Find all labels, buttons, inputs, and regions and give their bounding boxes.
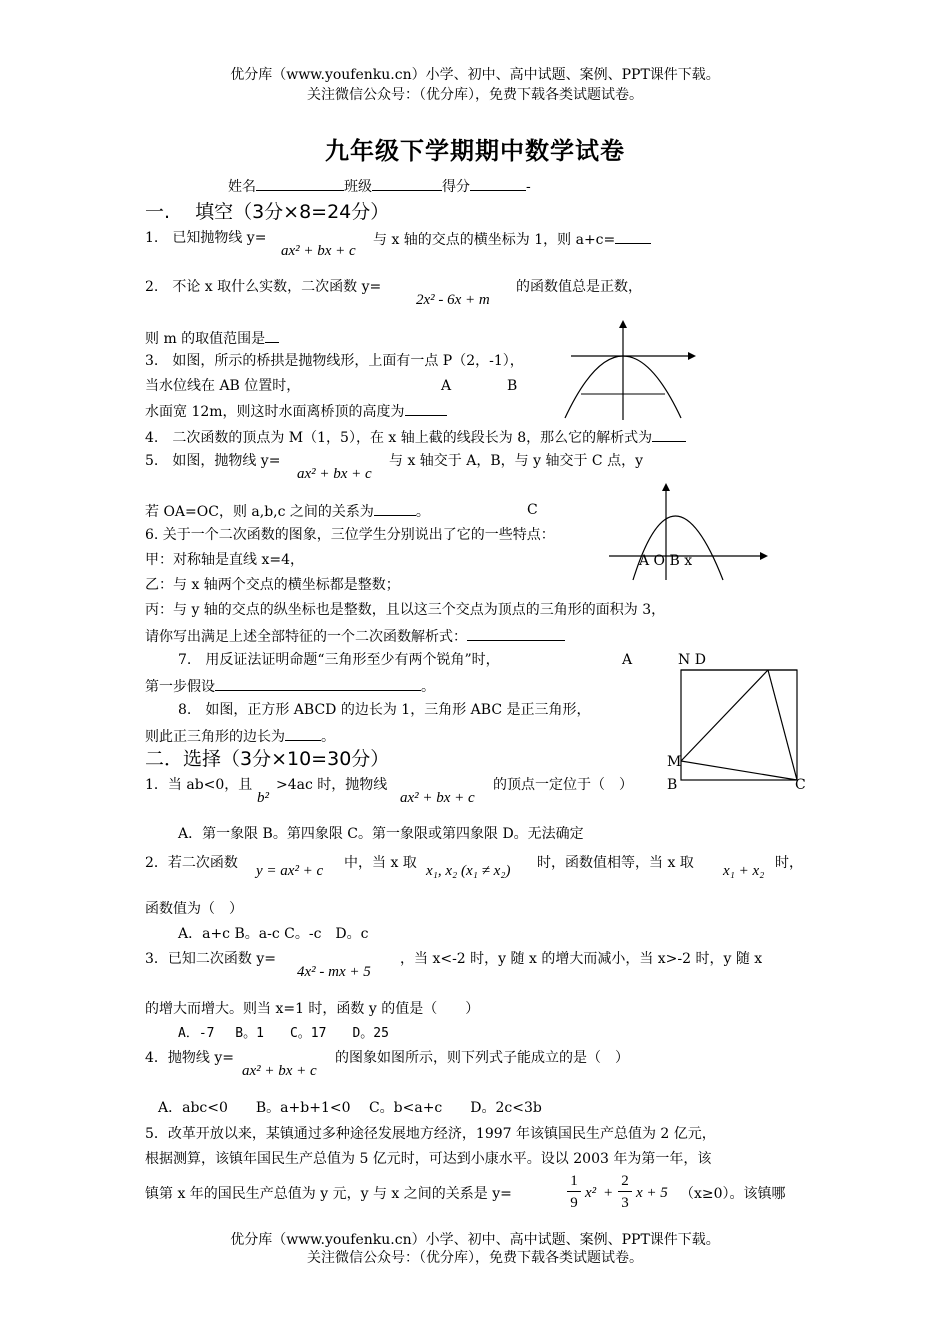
s1-q2: 2. 不论 x 取什么实数，二次函数 y= [145, 279, 382, 295]
s2-q3-options: A．-7 B。1 C。17 D。25 [178, 1026, 389, 1041]
name-label: 姓名 [228, 179, 256, 195]
s1-q6-line3: 乙：与 x 轴两个交点的横坐标都是整数； [145, 577, 400, 593]
s1-q5: 5. 如图，抛物线 y= [145, 453, 281, 469]
s1-q4-blank[interactable] [652, 427, 686, 442]
s1-q5-label-c: C [527, 502, 538, 518]
s1-q1-formula: ax² + bx + c [281, 243, 356, 259]
s1-q2-blank[interactable] [265, 328, 279, 343]
s1-q7-label-nd: N D [678, 652, 706, 668]
s2-q5-frac1-den: 9 [570, 1195, 578, 1211]
s1-q6-line1: 6. 关于一个二次函数的图象，三位学生分别说出了它的一些特点： [145, 527, 555, 543]
s2-q2-sum: x₁ + x₂ [723, 863, 765, 879]
s2-q3-line2: 的增大而增大。则当 x=1 时，函数 y 的值是（ ） [145, 1001, 480, 1017]
s1-q6-line5: 请你写出满足上述全部特征的一个二次函数解析式： [145, 626, 565, 646]
s2-q4-tail: 的图象如图所示，则下列式子能成立的是（ ） [335, 1050, 629, 1066]
s1-q5-blank[interactable] [374, 501, 416, 516]
s2-q1-tail: 的顶点一定位于（ ） [493, 777, 633, 793]
class-label: 班级 [344, 179, 372, 195]
s1-q5-line2: 若 OA=OC，则 a,b,c 之间的关系为 。 [145, 501, 430, 521]
s2-q5-frac2-den: 3 [621, 1195, 629, 1211]
s2-q3-formula: 4x² - mx + 5 [297, 964, 371, 980]
s1-q6-line2: 甲：对称轴是直线 x=4， [145, 552, 304, 568]
s2-q2-formula: y = ax² + c [256, 863, 324, 879]
s2-q5-frac1-bar [567, 1191, 581, 1192]
s1-q1-blank[interactable] [615, 229, 651, 244]
section1-heading: 一. 填空（3分×8=24分） [145, 201, 390, 223]
score-label: 得分 [442, 179, 470, 195]
s2-q2-mid: 中，当 x 取 [344, 855, 417, 871]
bridge-arch-figure [555, 318, 700, 423]
s2-q2: 2．若二次函数 [145, 855, 238, 871]
s1-q3-line3: 水面宽 12m，则这时水面离桥顶的高度为 [145, 401, 447, 421]
s1-q8-line1: 8. 如图，正方形 ABCD 的边长为 1，三角形 ABC 是正三角形， [178, 702, 591, 718]
s2-q5-rest: x + 5 [636, 1185, 668, 1201]
student-info: 姓名 班级 得分 - [228, 176, 531, 196]
s2-q2-tail: 时， [775, 855, 803, 871]
section2-heading: 二．选择（3分×10=30分） [145, 748, 390, 770]
s2-q4-options: A．abc<0 B。a+b+1<0 C。b<a+c D。2c<3b [158, 1100, 542, 1116]
s1-q8-label-m: M [667, 754, 682, 770]
s1-q2-formula: 2x² - 6x + m [416, 292, 490, 308]
s1-q8-line2: 则此正三角形的边长为 。 [145, 726, 335, 746]
s1-q3-line2: 当水位线在 AB 位置时， [145, 378, 301, 394]
s2-q5-line3: 镇第 x 年的国民生产总值为 y 元，y 与 x 之间的关系是 y= [145, 1186, 512, 1202]
s2-q5-line2: 根据测算，该镇年国民生产总值为 5 亿元时，可达到小康水平。设以 2003 年为第一年，该 [145, 1151, 712, 1167]
s2-q5-frac2-bar [618, 1191, 632, 1192]
s1-q4: 4. 二次函数的顶点为 M（1，5），在 x 轴上截的线段长为 8，那么它的解析式为 [145, 427, 686, 447]
s2-q1-options: A．第一象限 B。第四象限 C。第一象限或第四象限 D。无法确定 [178, 826, 584, 842]
s2-q1: 1．当 ab<0，且 [145, 777, 253, 793]
s2-q4-formula: ax² + bx + c [242, 1063, 317, 1079]
s2-q3-tail: ，当 x<-2 时，y 随 x 的增大而减小，当 x>-2 时，y 随 x [400, 951, 763, 967]
s1-q8-blank[interactable] [285, 726, 321, 741]
s1-q3-label-b: B [507, 378, 518, 394]
s1-q5-formula: ax² + bx + c [297, 466, 372, 482]
score-blank[interactable] [470, 176, 526, 191]
s2-q5-line3-tail: （x≥0）。该镇哪 [680, 1186, 786, 1202]
s2-q5-line1: 5．改革开放以来，某镇通过多种途径发展地方经济，1997 年该镇国民生产总值为 2 亿元， [145, 1126, 716, 1142]
s2-q3: 3．已知二次函数 y= [145, 951, 276, 967]
s1-q2-tail: 的函数值总是正数， [516, 279, 642, 295]
s1-q1-tail: 与 x 轴的交点的横坐标为 1，则 a+c= [373, 229, 651, 249]
s1-q2-line2: 则 m 的取值范围是 [145, 328, 279, 348]
s2-q2-mid2: 时，函数值相等，当 x 取 [537, 855, 694, 871]
footer-line-1: 优分库（www.youfenku.cn）小学、初中、高中试题、案例、PPT课件下载。 [230, 1232, 720, 1248]
s2-q1-mid: >4ac 时，抛物线 [276, 777, 388, 793]
name-blank[interactable] [256, 176, 344, 191]
page-title: 九年级下学期期中数学试卷 [325, 137, 625, 165]
s1-q3-blank[interactable] [405, 401, 447, 416]
s1-q7-line1: 7. 用反证法证明命题“三角形至少有两个锐角”时， [178, 652, 500, 668]
header-line-1: 优分库（www.youfenku.cn）小学、初中、高中试题、案例、PPT课件下载。 [230, 67, 720, 83]
s1-q5-tail: 与 x 轴交于 A，B，与 y 轴交于 C 点，y [389, 453, 643, 469]
s1-q7-label-a: A [622, 652, 633, 668]
s2-q5-frac1-num: 1 [570, 1173, 578, 1189]
s2-q1-b2: b² [257, 790, 269, 806]
s1-q3-label-a: A [441, 378, 452, 394]
s2-q5-frac2-num: 2 [621, 1173, 629, 1189]
footer-line-2: 关注微信公众号：（优分库），免费下载各类试题试卷。 [307, 1250, 643, 1266]
s1-q8-label-b: B [667, 777, 678, 793]
s1-q7-line2: 第一步假设 。 [145, 676, 435, 696]
s1-q6-blank[interactable] [467, 626, 565, 641]
s1-q8-label-c: C [795, 777, 806, 793]
s1-q1: 1. 已知抛物线 y= [145, 230, 267, 246]
s1-q3-line1: 3. 如图，所示的桥拱是抛物线形，上面有一点 P（2，-1）， [145, 353, 524, 369]
s1-q5-fig-labels: A O B x [639, 553, 693, 569]
s2-q2-vars: x₁, x₂ (x₁ ≠ x₂) [426, 863, 511, 879]
square-triangle-figure [675, 665, 805, 785]
s1-q6-line4: 丙：与 y 轴的交点的纵坐标也是整数，且以这三个交点为顶点的三角形的面积为 3， [145, 602, 666, 618]
s2-q2-line2: 函数值为（ ） [145, 901, 243, 917]
header-line-2: 关注微信公众号：（优分库），免费下载各类试题试卷。 [307, 87, 643, 103]
class-blank[interactable] [372, 176, 442, 191]
s2-q2-options: A．a+c B。a-c C。-c D。c [178, 926, 369, 942]
s2-q1-formula: ax² + bx + c [400, 790, 475, 806]
s2-q5-plus: + [604, 1185, 613, 1201]
s2-q4: 4．抛物线 y= [145, 1050, 234, 1066]
s2-q5-x2: x² [585, 1185, 597, 1201]
s1-q7-blank[interactable] [215, 676, 421, 691]
